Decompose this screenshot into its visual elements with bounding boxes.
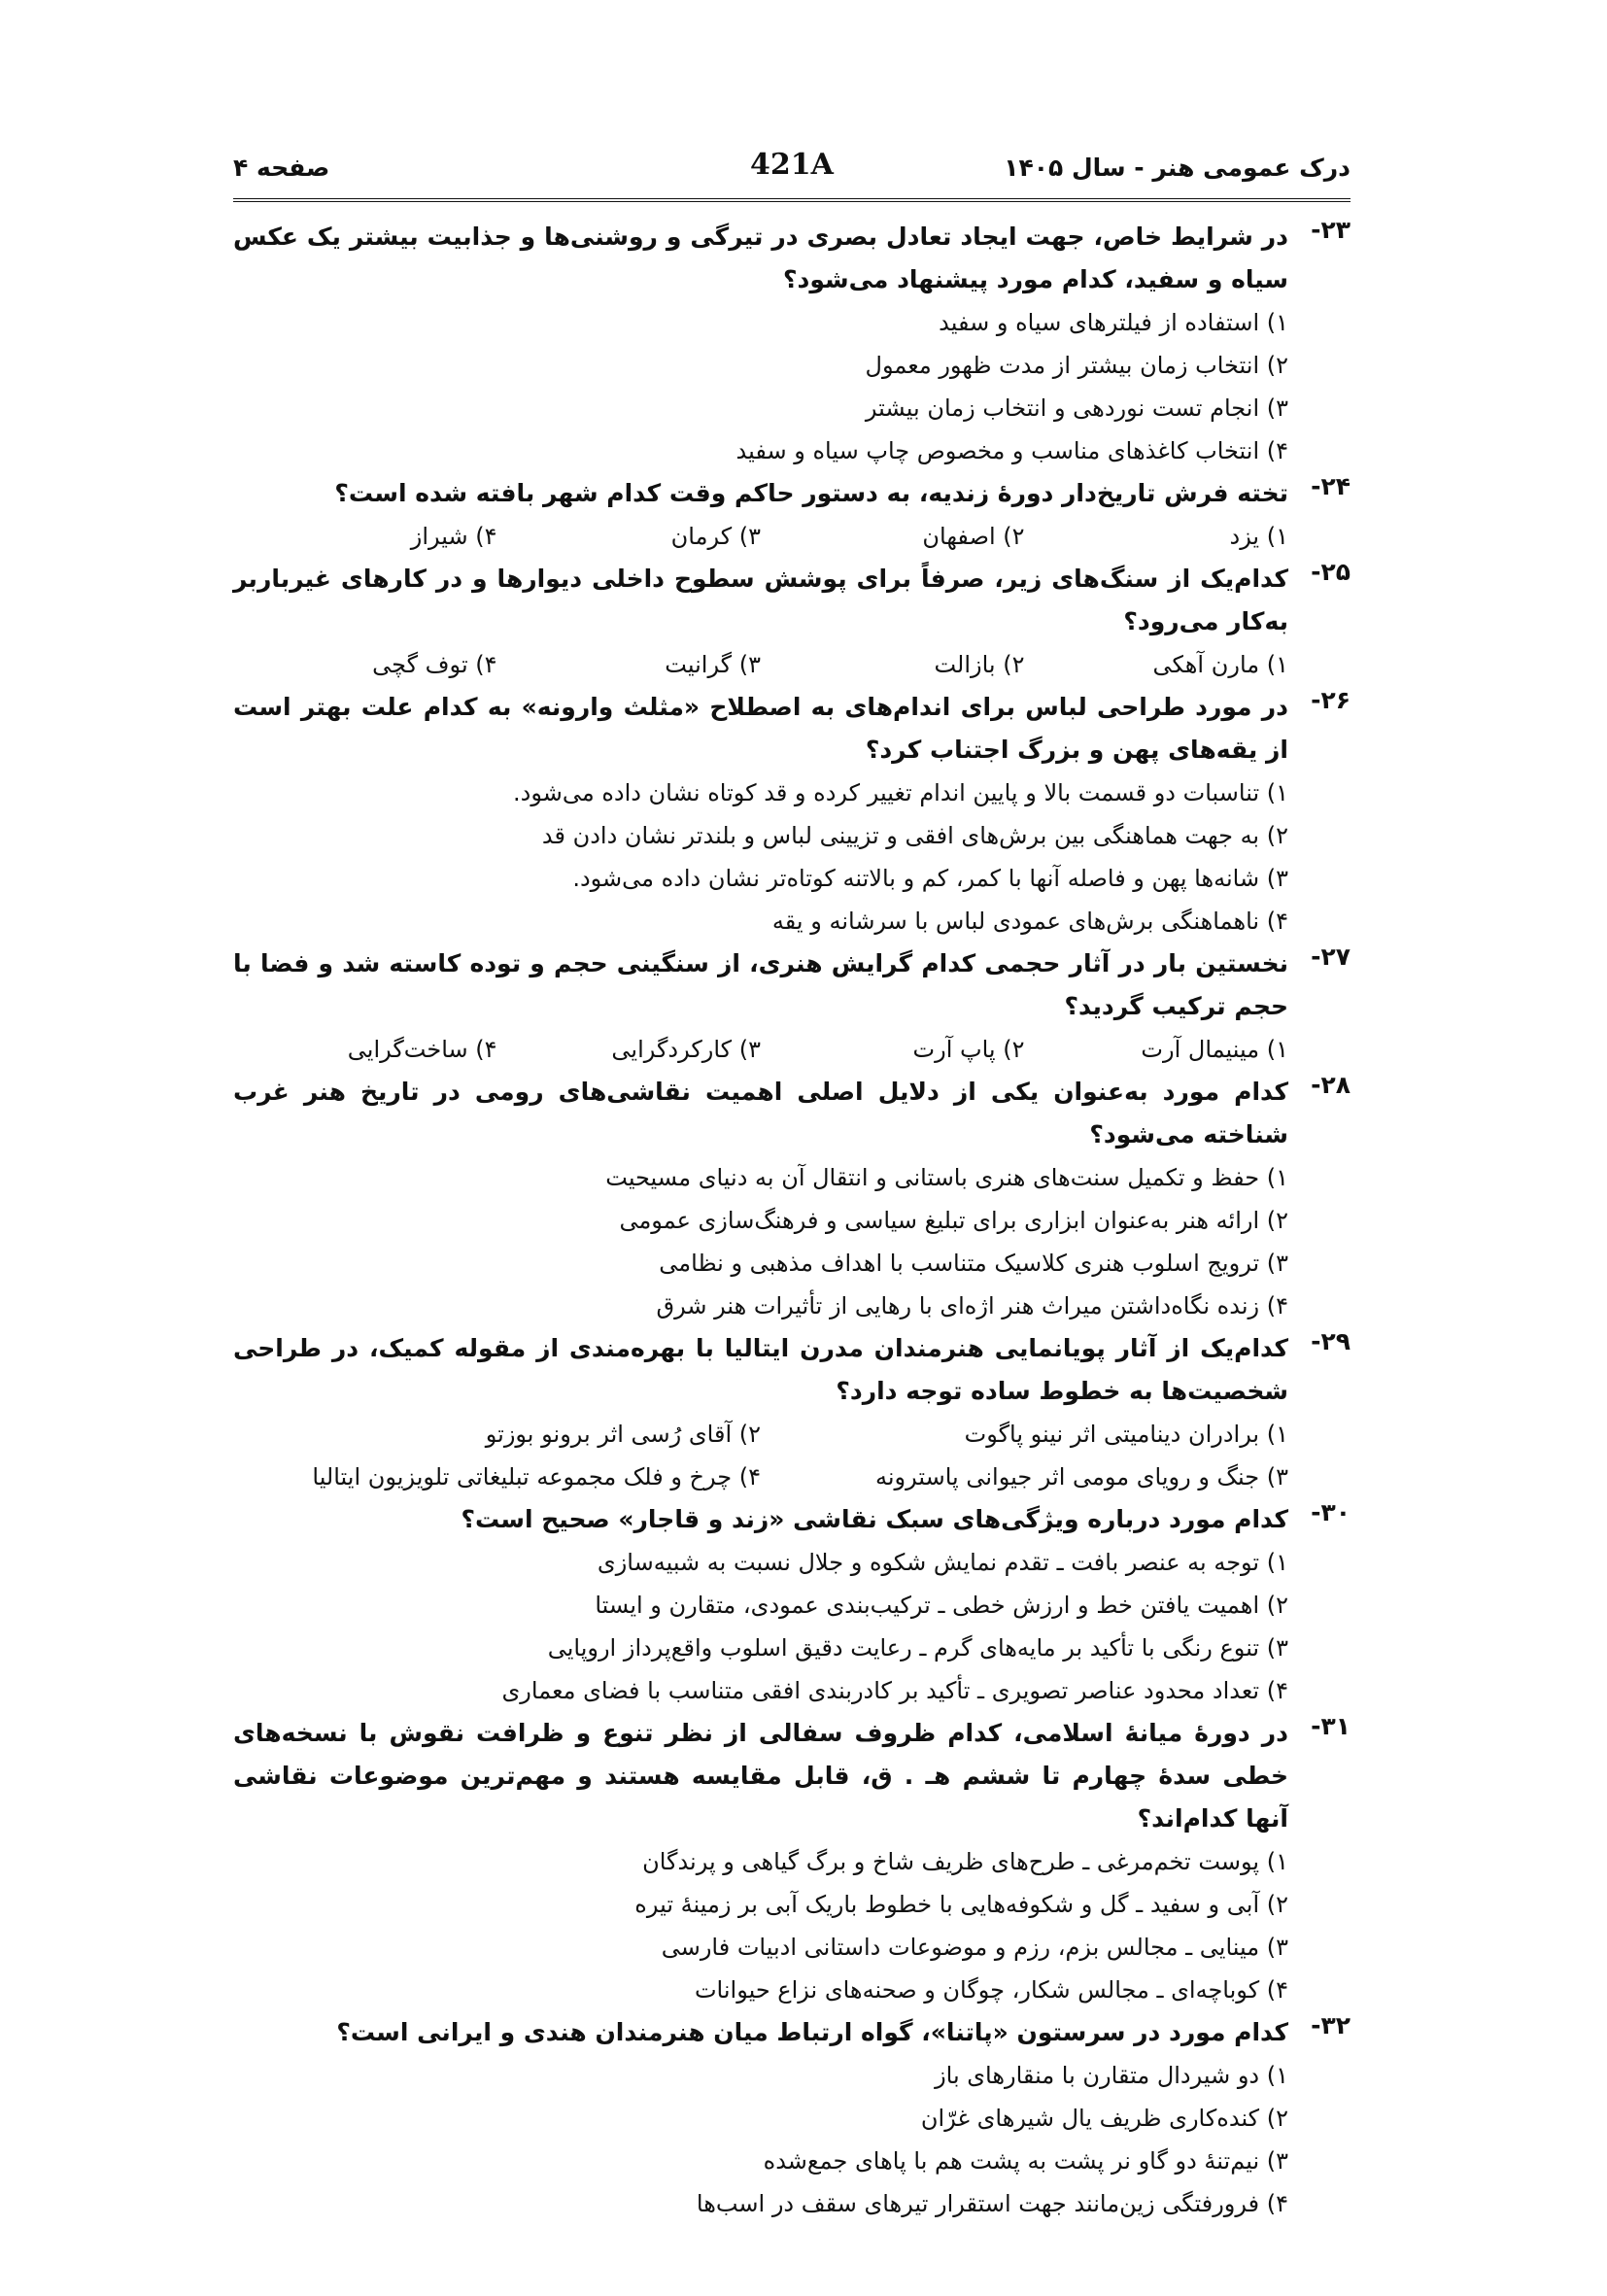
page-number: صفحه ۴ bbox=[233, 154, 330, 182]
question-stem: کدام مورد در سرستون «پاتنا»، گواه ارتباط میان هنرمندان هندی و ایرانی است؟ bbox=[336, 2018, 1288, 2046]
options-list bbox=[233, 643, 1288, 686]
option-3: ۳) انجام تست نوردهی و انتخاب زمان بیشتر bbox=[865, 394, 1288, 422]
question-32 bbox=[233, 2011, 1351, 2225]
option-2: ۲) اهمیت یافتن خط و ارزش خطی ـ ترکیب‌بندی عمودی، متقارن و ایستا bbox=[595, 1592, 1288, 1619]
option-4: ۴) ناهماهنگی برش‌های عمودی لباس با سرشانه و یقه bbox=[771, 908, 1288, 935]
question-30 bbox=[233, 1498, 1351, 1712]
options-list bbox=[233, 1028, 1288, 1071]
option-3: ۳) تنوع رنگی با تأکید بر مایه‌های گرم ـ رعایت دقیق اسلوب واقع‌پرداز اروپایی bbox=[547, 1634, 1288, 1662]
question-number: ۲۶- bbox=[1311, 686, 1351, 714]
option-1: ۱) دو شیردال متقارن با منقارهای باز bbox=[935, 2062, 1288, 2089]
header-divider bbox=[233, 198, 1351, 202]
option-2: ۲) ارائه هنر به‌عنوان ابزاری برای تبلیغ سیاسی و فرهنگ‌سازی عمومی bbox=[619, 1207, 1288, 1234]
option-1: ۱) پوست تخم‌مرغی ـ طرح‌های ظریف شاخ و برگ گیاهی و پرندگان bbox=[642, 1848, 1288, 1875]
option-4: ۴) شیراز bbox=[410, 523, 497, 550]
question-stem: نخستین بار در آثار حجمی کدام گرایش هنری، از سنگینی حجم و توده کاسته شد و فضا با حجم ترکیب گردید؟ bbox=[233, 949, 1288, 1020]
option-3: ۳) کرمان bbox=[670, 523, 761, 550]
option-4: ۴) فرورفتگی زین‌مانند جهت استقرار تیرهای سقف در اسب‌ها bbox=[696, 2190, 1288, 2217]
option-4: ۴) تعداد محدود عناصر تصویری ـ تأکید بر کادربندی افقی متناسب با فضای معماری bbox=[501, 1677, 1288, 1704]
option-2: ۲) اصفهان bbox=[922, 523, 1025, 550]
option-3: ۳) کارکردگرایی bbox=[611, 1036, 761, 1063]
option-3: ۳) ترویج اسلوب هنری کلاسیک متناسب با اهداف مذهبی و نظامی bbox=[659, 1250, 1288, 1277]
question-number: ۲۷- bbox=[1311, 942, 1351, 971]
options-list bbox=[233, 515, 1288, 558]
option-3: ۳) شانه‌ها پهن و فاصله آنها با کمر، کم و بالاتنه کوتاه‌تر نشان داده می‌شود. bbox=[572, 865, 1288, 892]
options-list bbox=[233, 1156, 1288, 1327]
booklet-code: 421A bbox=[750, 148, 834, 182]
question-stem: تخته فرش تاریخ‌دار دورهٔ زندیه، به دستور حاکم وقت کدام شهر بافته شده است؟ bbox=[334, 479, 1288, 507]
question-stem: در مورد طراحی لباس برای اندام‌های به اصطلاح «مثلث وارونه» به کدام علت بهتر است از یقه‌های پهن و بزرگ اجتناب کرد؟ bbox=[233, 693, 1288, 764]
option-3: ۳) جنگ و رویای مومی اثر جیوانی پاسترونه bbox=[874, 1463, 1288, 1491]
options-list bbox=[233, 771, 1288, 942]
option-4: ۴) توف گچی bbox=[372, 651, 497, 678]
option-3: ۳) مینایی ـ مجالس بزم، رزم و موضوعات داستانی ادبیات فارسی bbox=[661, 1934, 1288, 1961]
option-1: ۱) یزد bbox=[1229, 523, 1288, 550]
options-list bbox=[233, 1541, 1288, 1712]
exam-title: درک عمومی هنر - سال ۱۴۰۵ bbox=[1004, 154, 1351, 182]
option-2: ۲) انتخاب زمان بیشتر از مدت ظهور معمول bbox=[865, 352, 1288, 379]
option-4: ۴) چرخ و فلک مجموعه تبلیغاتی تلویزیون ایتالیا bbox=[312, 1463, 761, 1491]
question-24 bbox=[233, 472, 1351, 558]
options-list bbox=[233, 1840, 1288, 2011]
option-2: ۲) آبی و سفید ـ گل و شکوفه‌هایی با خطوط باریک آبی بر زمینهٔ تیره bbox=[634, 1891, 1288, 1918]
question-25 bbox=[233, 558, 1351, 686]
option-3: ۳) نیم‌تنهٔ دو گاو نر پشت به پشت هم با پاهای جمع‌شده bbox=[763, 2147, 1288, 2175]
option-2: ۲) بازالت bbox=[934, 651, 1025, 678]
question-stem: کدام‌یک از سنگ‌های زیر، صرفاً برای پوشش سطوح داخلی دیوارها و در کارهای غیرباربر به‌کار می‌رود؟ bbox=[233, 565, 1288, 635]
question-number: ۲۵- bbox=[1311, 558, 1351, 586]
question-stem: در دورهٔ میانهٔ اسلامی، کدام ظروف سفالی از نظر تنوع و ظرافت نقوش با نسخه‌های خطی سدهٔ چهارم تا ششم هـ . ق، قابل مقایسه هستند و مهم‌ترین موضوعات نقاشی آنها کدام‌اند؟ bbox=[233, 1719, 1288, 1833]
question-stem: کدام‌یک از آثار پویانمایی هنرمندان مدرن ایتالیا با بهره‌مندی از مقوله کمیک، در طراحی شخصیت‌ها به خطوط ساده توجه دارد؟ bbox=[233, 1334, 1288, 1405]
option-1: ۱) حفظ و تکمیل سنت‌های هنری باستانی و انتقال آن به دنیای مسیحیت bbox=[605, 1164, 1288, 1191]
option-2: ۲) کنده‌کاری ظریف یال شیرهای غرّان bbox=[920, 2105, 1288, 2132]
option-1: ۱) برادران دینامیتی اثر نینو پاگوت bbox=[964, 1421, 1288, 1448]
options-list bbox=[233, 1413, 1288, 1498]
option-4: ۴) انتخاب کاغذهای مناسب و مخصوص چاپ سیاه و سفید bbox=[735, 437, 1288, 464]
question-27 bbox=[233, 942, 1351, 1071]
option-1: ۱) مینیمال آرت bbox=[1141, 1036, 1288, 1063]
questions-list bbox=[233, 216, 1351, 2225]
question-29 bbox=[233, 1327, 1351, 1498]
option-1: ۱) تناسبات دو قسمت بالا و پایین اندام تغییر کرده و قد کوتاه نشان داده می‌شود. bbox=[513, 779, 1288, 806]
option-1: ۱) استفاده از فیلترهای سیاه و سفید bbox=[939, 309, 1288, 336]
question-number: ۲۳- bbox=[1311, 216, 1351, 244]
question-number: ۲۸- bbox=[1311, 1071, 1351, 1099]
question-number: ۲۹- bbox=[1311, 1327, 1351, 1355]
question-23 bbox=[233, 216, 1351, 472]
question-26 bbox=[233, 686, 1351, 942]
question-number: ۳۱- bbox=[1311, 1712, 1351, 1740]
question-number: ۳۲- bbox=[1311, 2011, 1351, 2039]
question-stem: در شرایط خاص، جهت ایجاد تعادل بصری در تیرگی و روشنی‌ها و جذابیت بیشتر یک عکس سیاه و سفید، کدام مورد پیشنهاد می‌شود؟ bbox=[233, 223, 1288, 293]
option-1: ۱) توجه به عنصر بافت ـ تقدم نمایش شکوه و جلال نسبت به شبیه‌سازی bbox=[597, 1549, 1288, 1576]
option-2: ۲) آقای رُسی اثر برونو بوزتو bbox=[485, 1421, 761, 1448]
option-4: ۴) ساخت‌گرایی bbox=[347, 1036, 497, 1063]
question-stem: کدام مورد درباره ویژگی‌های سبک نقاشی «زند و قاجار» صحیح است؟ bbox=[461, 1505, 1288, 1533]
option-2: ۲) پاپ آرت bbox=[912, 1036, 1025, 1063]
question-number: ۳۰- bbox=[1311, 1498, 1351, 1526]
question-stem: کدام مورد به‌عنوان یکی از دلایل اصلی اهمیت نقاشی‌های رومی در تاریخ هنر غرب شناخته می‌شود؟ bbox=[233, 1078, 1288, 1148]
option-3: ۳) گرانیت bbox=[665, 651, 761, 678]
options-list bbox=[233, 301, 1288, 472]
question-number: ۲۴- bbox=[1311, 472, 1351, 500]
question-28 bbox=[233, 1071, 1351, 1327]
option-4: ۴) زنده نگاه‌داشتن میراث هنر اژه‌ای با رهایی از تأثیرات هنر شرق bbox=[656, 1292, 1288, 1319]
option-2: ۲) به جهت هماهنگی بین برش‌های افقی و تزیینی لباس و بلندتر نشان دادن قد bbox=[541, 822, 1288, 849]
option-4: ۴) کوباچه‌ای ـ مجالس شکار، چوگان و صحنه‌های نزاع حیوانات bbox=[694, 1976, 1288, 2004]
question-31 bbox=[233, 1712, 1351, 2011]
option-1: ۱) مارن آهکی bbox=[1152, 651, 1288, 678]
page-header bbox=[233, 148, 1351, 192]
options-list bbox=[233, 2054, 1288, 2225]
